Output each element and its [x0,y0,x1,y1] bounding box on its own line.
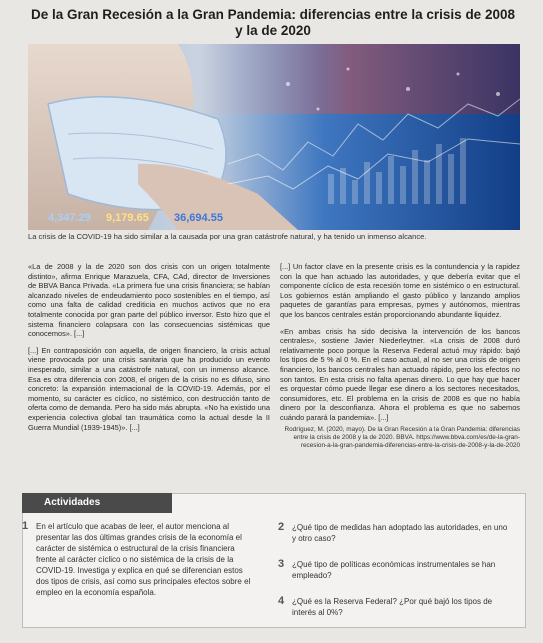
activity-question-2 [278,521,512,544]
article-right-column [280,262,520,430]
question-number: 2 [278,521,285,533]
article-paragraph: «En ambas crisis ha sido decisiva la intervención de los bancos centrales», sostiene Javier Niederleytner. «La crisis de 2008 duró relativamente poco porque la Reserva Federal actuó muy rápido: bajó los tipos de 5 % al 0 %. En el caso actual, al no ser una crisis de origen financiero, los bancos centrales han actuado rápido, pero los efectos no son tantos. En esta crisis no falta apenas dinero. Lo que hay que hacer es orquestar cómo puede llegar ese dinero a los sectores necesitados, consumidores, etc. El problema en la crisis de 2008 es que no había dinero por la desconfianza. Ahora el problema es que no sabemos cuándo parará la pandemia». [...] [280,326,520,422]
masked-person-market-graphic [28,44,520,230]
activity-question-3 [278,558,512,581]
question-text: ¿Qué es la Reserva Federal? ¿Por qué bajó los tipos de interés al 0%? [292,597,493,617]
question-text: En el artículo que acabas de leer, el autor menciona al presentar las dos últimas grandes crisis de la economía el carácter de sistémica o estructural de la crisis financiera frente al carácter cíclico o no sistémica de la crisis de la COVID-19. Investiga y explica en qué se diferencian estos dos tipos de crisis, así como sus principales efectos sobre el empleo en la economía española. [36,522,251,597]
article-reference: Rodríguez, M. (2020, mayo). De la Gran Recesión a la Gran Pandemia: diferencias entre la crisis de 2008 y la de 2020. BBVA. https://www.bbva.com/es/de-la-gran-recesion-a-la-gran-pandemia-diferencias-entre-la-crisis-de-2008-y-la-de-2020 [284,426,520,450]
question-text: ¿Qué tipo de políticas económicas instrumentales se han empleado? [292,560,496,580]
article-left-column [28,262,270,439]
activities-header: Actividades [22,493,172,513]
article-paragraph: [...] En contraposición con aquella, de origen financiero, la crisis actual viene provocada por una crisis sanitaria que ha producido un evento inesperado, similar a una catástrofe natural, con un inmenso alcance. Esa es otra diferencia con 2008, el origen de la crisis no es difuso, sino concreto: la expansión internacional de la COVID-19. Además, por el momento, su carácter es cíclico, no sistémico, con destrucción tanto de oferta como de demanda. Pero ha sido más abrupta. «No ha existido una experiencia colectiva global tan traumática como la actual desde la II Guerra Mundial (1939-1945)». [...] [28,345,270,432]
question-number: 1 [22,520,29,532]
question-text: ¿Qué tipo de medidas han adoptado las autoridades, en uno y otro caso? [292,523,508,543]
photo-number-2: 9,179.65 [106,212,149,224]
article-photo [28,44,520,230]
article-paragraph: «La de 2008 y la de 2020 son dos crisis con un origen totalmente distinto», afirma Enrique Marazuela, CFA, CAd, director de Inversiones de BBVA Banca Privada. «La primera fue una crisis financiera; se habían alcanzado niveles de endeudamiento poco sostenibles en el tiempo, así como una falta de calidad crediticia en muchos activos que no era totalmente conocida por gran parte del público inversor. Esto hizo que el sistema financiero colapsara con las consecuencias sistémicas que conocemos». [...] [28,262,270,339]
activity-question-1 [22,520,256,598]
activity-question-4 [278,595,512,618]
question-number: 3 [278,558,285,570]
question-number: 4 [278,595,285,607]
article-title: De la Gran Recesión a la Gran Pandemia: diferencias entre la crisis de 2008 y la de 2020 [31,7,515,38]
article-paragraph: [...] Un factor clave en la presente crisis es la contundencia y la rapidez con la que han actuado las autoridades, y que debería evitar que el componente cíclico de esta recesión torne en sistémico o en estructural. Los gobiernos están ampliando el gasto público y lanzando amplios paquetes de garantías para empresas, pymes y autónomos, mientras que los bancos centrales están proporcionando abundante liquidez. [280,262,520,319]
photo-number-3: 36,694.55 [174,212,223,224]
photo-caption: La crisis de la COVID-19 ha sido similar a la causada por una gran catástrofe natural, y ha tenido un inmenso alcance. [28,232,427,241]
photo-number-1: 4,347.29 [48,212,91,224]
